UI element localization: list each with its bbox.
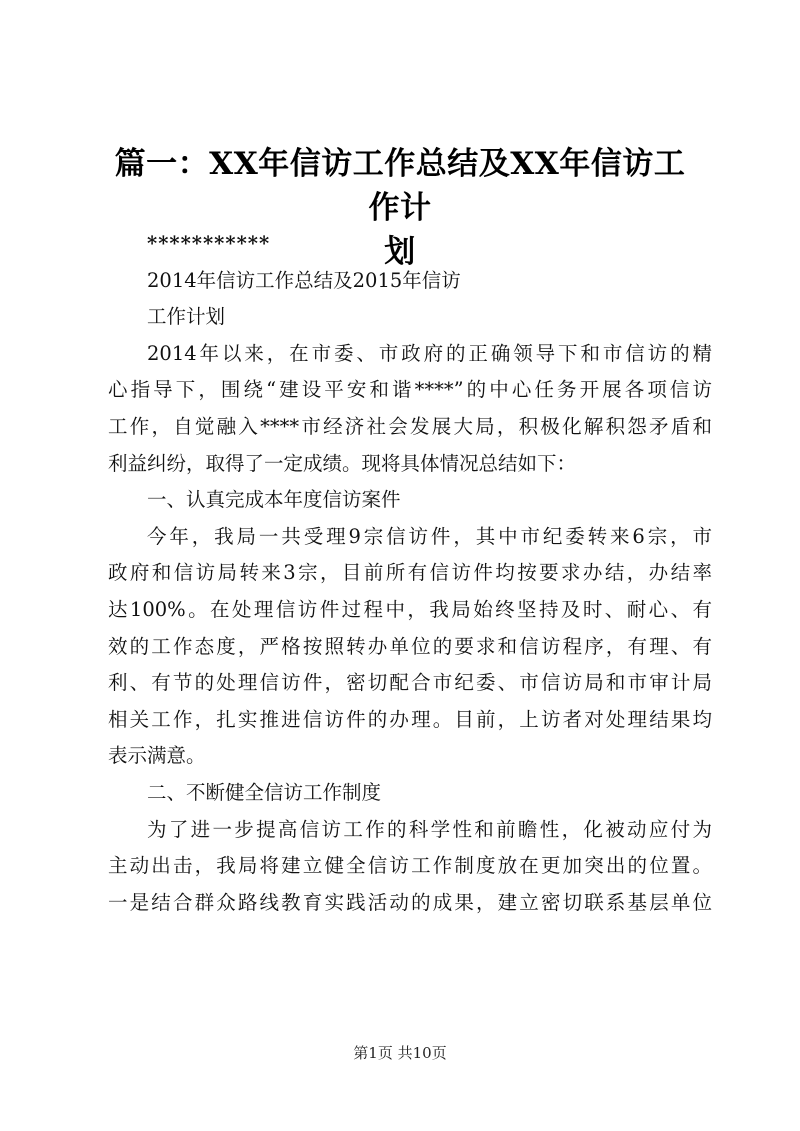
paragraph-line: 利益纠纷，取得了一定成绩。现将具体情况总结如下：: [108, 451, 577, 475]
paragraph-line: 相关工作，扎实推进信访件的办理。目前，上访者对处理结果均: [108, 707, 712, 731]
subtitle-line-2: 工作计划: [147, 305, 226, 329]
paragraph-line: 表示满意。: [108, 744, 206, 768]
paragraph-line: 心指导下，围绕“建设平安和谐****”的中心任务开展各项信访: [108, 378, 712, 402]
title-line-2: 划: [384, 234, 416, 270]
paragraph-line: 效的工作态度，严格按照转办单位的要求和信访程序，有理、有: [108, 634, 712, 658]
section-heading-2: 二、不断健全信访工作制度: [147, 780, 382, 804]
section-heading-1: 一、认真完成本年度信访案件: [147, 488, 401, 512]
redacted-author-line: ***********: [147, 232, 271, 255]
document-body: [108, 226, 712, 921]
page-footer: 第1页 共10页: [353, 1044, 447, 1062]
paragraph-line: 利、有节的处理信访件，密切配合市纪委、市信访局和市审计局: [108, 671, 712, 695]
paragraph-line: 今年，我局一共受理9宗信访件，其中市纪委转来6宗，市: [147, 524, 712, 548]
paragraph-line: 2014年以来，在市委、市政府的正确领导下和市信访的精: [147, 341, 712, 365]
paragraph-line: 一是结合群众路线教育实践活动的成果，建立密切联系基层单位: [108, 890, 712, 914]
paragraph-line: 为了进一步提高信访工作的科学性和前瞻性，化被动应付为: [147, 817, 712, 841]
paragraph-line: 政府和信访局转来3宗，目前所有信访件均按要求办结，办结率: [108, 561, 712, 585]
title-line-1: 篇一：XX年信访工作总结及XX年信访工作计: [114, 146, 686, 226]
paragraph-line: 达100%。在处理信访件过程中，我局始终坚持及时、耐心、有: [108, 597, 712, 621]
paragraph-line: 工作，自觉融入****市经济社会发展大局，积极化解积怨矛盾和: [108, 414, 712, 438]
subtitle-line-1: 2014年信访工作总结及2015年信访: [147, 268, 461, 292]
paragraph-line: 主动出击，我局将建立健全信访工作制度放在更加突出的位置。: [108, 854, 712, 878]
